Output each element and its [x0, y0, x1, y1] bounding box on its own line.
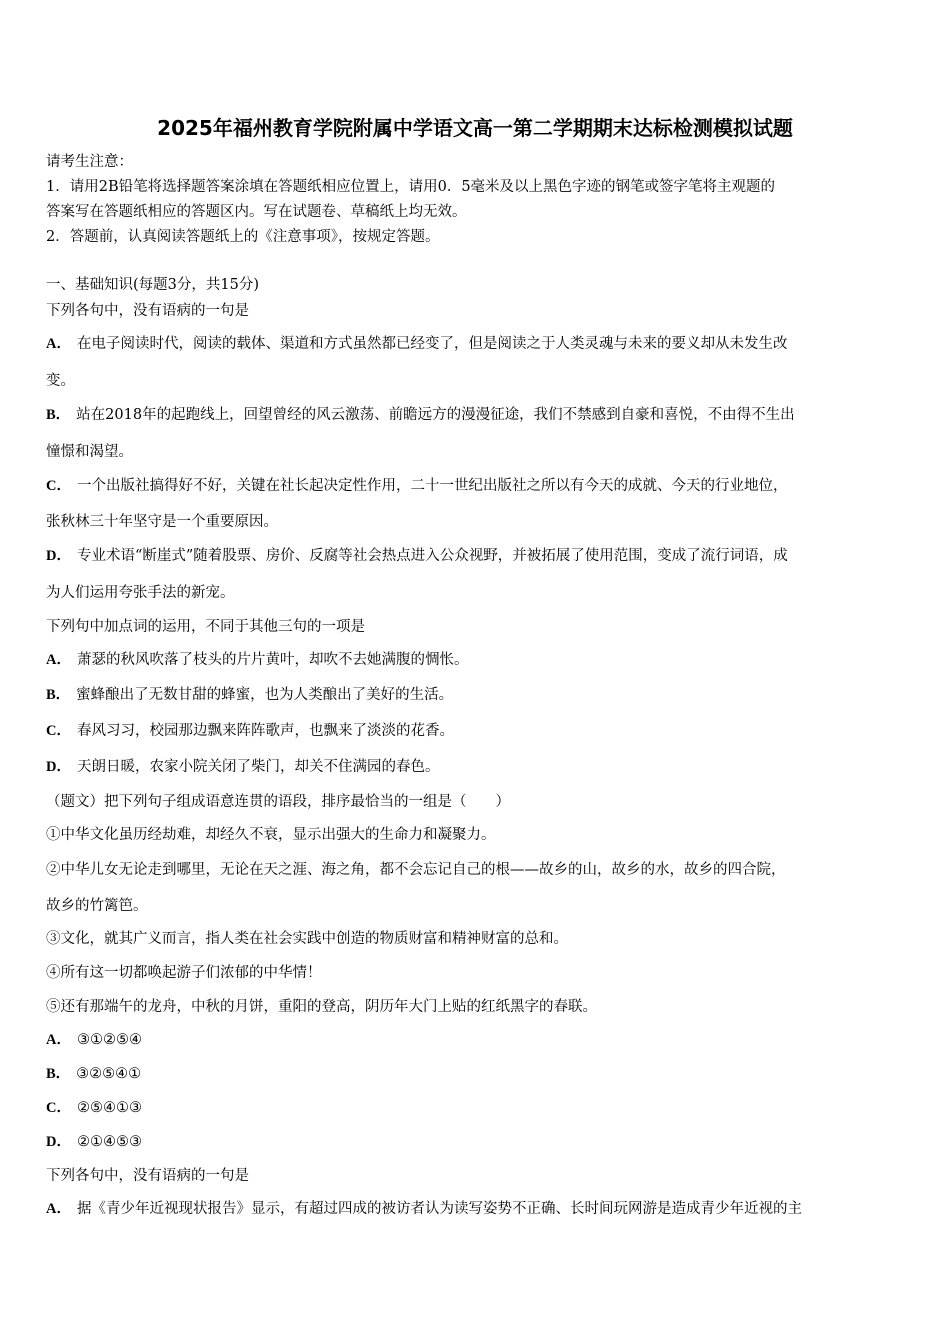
q4-option-a-text: 据《青少年近视现状报告》显示，有超过四成的被访者认为读写姿势不正确、长时间玩网游是造成青少年近视的主 [76, 1201, 802, 1217]
q3-sentence-3: ③文化，就其广义而言，指人类在社会实践中创造的物质财富和精神财富的总和。 [46, 931, 568, 947]
notice-heading: 请考生注意： [46, 154, 133, 170]
q1-option-c-text: 一个出版社搞得好不好，关键在社长起决定性作用，二十一世纪出版社之所以有今天的成就、今天的行业地位， [76, 478, 788, 494]
section-heading: 一、基础知识(每题3分，共15分) [46, 277, 259, 293]
q4-option-a-letter: A． [46, 1201, 71, 1217]
q3-option-c [46, 1098, 142, 1118]
q1-option-b [46, 405, 795, 425]
page-title: 2025年福州教育学院附属中学语文高一第二学期期末达标检测模拟试题 [157, 116, 793, 140]
q4-stem: 下列各句中，没有语病的一句是 [46, 1168, 249, 1184]
q2-option-b [46, 685, 453, 705]
q2-option-a-letter: A． [46, 652, 71, 668]
q3-sentence-4: ④所有这一切都唤起游子们浓郁的中华情！ [46, 965, 322, 981]
notice-item-1-cont: 答案写在答题纸相应的答题区内。写在试题卷、草稿纸上均无效。 [46, 204, 467, 220]
q1-option-d-letter: D． [46, 548, 71, 564]
q2-option-d [46, 757, 439, 777]
q1-option-a [46, 334, 787, 354]
q1-option-b-cont: 憧憬和渴望。 [46, 444, 133, 460]
q3-option-d-letter: D． [46, 1134, 71, 1150]
q2-option-b-letter: B． [46, 687, 71, 703]
q1-stem: 下列各句中，没有语病的一句是 [46, 303, 249, 319]
q4-option-a [46, 1199, 802, 1219]
q2-stem: 下列句中加点词的运用，不同于其他三句的一项是 [46, 619, 365, 635]
q2-option-b-text: 蜜蜂酿出了无数甘甜的蜂蜜，也为人类酿出了美好的生活。 [76, 687, 454, 703]
notice-item-1: 1．请用2B铅笔将选择题答案涂填在答题纸相应位置上，请用0．5毫米及以上黑色字迹的钢笔或签字笔将主观题的 [46, 179, 776, 195]
q1-option-c [46, 476, 787, 496]
q3-option-b-text: ③②⑤④① [76, 1066, 142, 1082]
notice-item-2: 2．答题前，认真阅读答题纸上的《注意事项》，按规定答题。 [46, 229, 440, 245]
q3-option-b [46, 1064, 141, 1084]
q2-option-d-text: 天朗日暖，农家小院关闭了柴门，却关不住满园的春色。 [76, 759, 440, 775]
q1-option-b-text: 站在2018年的起跑线上，回望曾经的风云激荡、前瞻远方的漫漫征途，我们不禁感到自豪和喜悦，不由得不生出 [76, 407, 795, 423]
q3-stem: （题文）把下列句子组成语意连贯的语段，排序最恰当的一组是（ ） [46, 794, 510, 810]
q1-option-d [46, 546, 788, 566]
q1-option-a-letter: A． [46, 336, 71, 352]
q3-option-a-letter: A． [46, 1032, 71, 1048]
q3-option-d-text: ②①④⑤③ [76, 1134, 142, 1150]
q1-option-a-cont: 变。 [46, 373, 75, 389]
q2-option-c-text: 春风习习，校园那边飘来阵阵歌声，也飘来了淡淡的花香。 [76, 723, 454, 739]
q2-option-d-letter: D． [46, 759, 71, 775]
q1-option-c-cont: 张秋林三十年坚守是一个重要原因。 [46, 514, 278, 530]
q3-sentence-2-cont: 故乡的竹篱笆。 [46, 898, 148, 914]
q2-option-a [46, 650, 468, 670]
q3-option-c-letter: C． [46, 1100, 71, 1116]
q3-sentence-5: ⑤还有那端午的龙舟，中秋的月饼，重阳的登高，阴历年大门上贴的红纸黑字的春联。 [46, 999, 597, 1015]
q1-option-a-text: 在电子阅读时代，阅读的载体、渠道和方式虽然都已经变了，但是阅读之于人类灵魂与未来的要义却从未发生改 [76, 336, 788, 352]
q3-option-a-text: ③①②⑤④ [76, 1032, 142, 1048]
q1-option-d-cont: 为人们运用夸张手法的新宠。 [46, 585, 235, 601]
q3-option-b-letter: B． [46, 1066, 71, 1082]
q3-option-d [46, 1132, 142, 1152]
q1-option-c-letter: C． [46, 478, 71, 494]
q3-sentence-1: ①中华文化虽历经劫难，却经久不衰，显示出强大的生命力和凝聚力。 [46, 827, 496, 843]
q3-option-c-text: ②⑤④①③ [76, 1100, 142, 1116]
q2-option-c-letter: C． [46, 723, 71, 739]
q2-option-a-text: 萧瑟的秋风吹落了枝头的片片黄叶，却吹不去她满腹的惆怅。 [76, 652, 469, 668]
q3-sentence-2: ②中华儿女无论走到哪里，无论在天之涯、海之角，都不会忘记自己的根——故乡的山，故乡的水，故乡的四合院， [46, 862, 786, 878]
q3-option-a [46, 1030, 142, 1050]
q1-option-b-letter: B． [46, 407, 71, 423]
q2-option-c [46, 721, 454, 741]
q1-option-d-text: 专业术语“断崖式”随着股票、房价、反腐等社会热点进入公众视野，并被拓展了使用范围，变成了流行词语，成 [76, 548, 788, 564]
